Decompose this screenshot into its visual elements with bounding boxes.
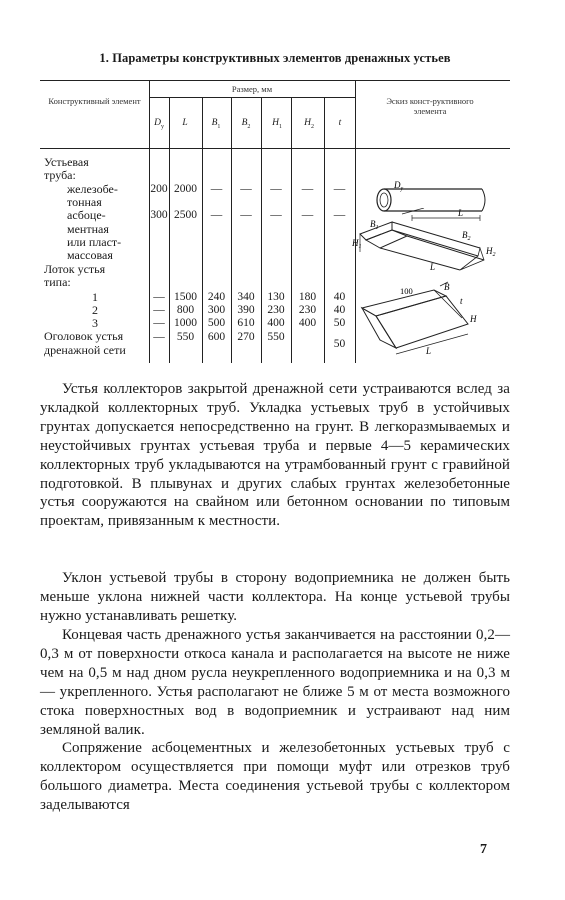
header-size-group: Размер, мм <box>231 84 273 94</box>
headwall-100-label: 100 <box>400 286 413 296</box>
element-line: труба: <box>44 168 76 182</box>
col-header-dy: $D_у$ <box>154 118 164 130</box>
element-line: 3 <box>92 316 98 330</box>
cell-l: 800 <box>176 304 195 316</box>
element-line: или пласт- <box>67 235 122 249</box>
cell-b1: — <box>210 183 223 195</box>
headwall-l-label: L <box>426 346 432 356</box>
element-line: 2 <box>92 303 98 317</box>
cell-t: 40 <box>333 291 346 303</box>
pipe-d-label: $D_у$ <box>394 180 404 192</box>
cell-b2: — <box>240 209 252 221</box>
col-header-h2: $H_2$ <box>304 118 314 130</box>
cell-b1: 600 <box>207 331 226 343</box>
cell-l: 1000 <box>174 317 197 329</box>
cell-dy: 200 <box>150 183 168 195</box>
element-line: ментная <box>67 222 109 236</box>
cell-h1: 400 <box>267 317 285 329</box>
element-line: асбоце- <box>67 208 106 222</box>
tray-l-label: L <box>430 262 436 272</box>
cell-h1: — <box>270 183 282 195</box>
cell-h2: 180 <box>298 291 317 303</box>
tray-h1-label: $H_1$ <box>352 238 362 250</box>
cell-b2: 340 <box>237 291 255 303</box>
tray-sketch <box>352 208 502 274</box>
cell-l: 2500 <box>174 209 197 221</box>
cell-b1: 500 <box>207 317 226 329</box>
element-line: железобе- <box>67 182 118 196</box>
headwall-sketch <box>356 278 486 358</box>
paragraph: Устья коллекторов закрытой дренажной сети устраиваются вслед за укладкой коллекторных труб. Укладка устьевых труб в устойчивых грунтах допускается непосредственно на грунт. В легкоразмываемых и неустойчивых грунтах устьевая труба и первые 4—5 керамических коллекторных труб укладываются на утрамбованный грунт с гравийной подготовкой. В плывунах и других слабых грунтах железобетонные устья сооружаются на свайном или бетонном основании по типовым проектам, привязанным к местности. <box>40 381 510 530</box>
cell-t: — <box>333 209 346 221</box>
cell-dy: — <box>153 304 165 316</box>
cell-l: 1500 <box>174 291 197 303</box>
headwall-b-label: B <box>444 282 450 292</box>
paragraph: Концевая часть дренажного устья заканчивается на расстоянии 0,2—0,3 м от поверхности откоса канала и располагается на высоте не ниже чем на 0,5 м над дном русла неукрепленного водоприемника и на 0,3 м — укрепленного. Устья располагают не ближе 5 м от места возможного стока поверхностных вод в водоприемник и устраивают над ним земляной валик. <box>40 627 510 738</box>
cell-h1: 230 <box>267 304 285 316</box>
tray-h2-label: $H_2$ <box>486 246 496 258</box>
col-header-h1: $H_1$ <box>272 118 282 130</box>
header-sketch: Эскиз конст-руктивного элемента <box>386 96 474 116</box>
header-element: Конструктивный элемент <box>48 96 141 106</box>
cell-l: 550 <box>176 331 195 343</box>
cell-dy: — <box>153 291 165 303</box>
cell-dy: — <box>153 317 165 329</box>
element-line: дренажной сети <box>44 343 126 357</box>
cell-l: 2000 <box>174 183 197 195</box>
table-top-rule <box>40 80 510 81</box>
cell-h1: 550 <box>267 331 285 343</box>
col-header-l: L <box>182 118 188 128</box>
paragraph: Уклон устьевой трубы в сторону водоприемника не должен быть меньше уклона нижней части коллектора. На конце устьевой трубы нужно устанавливать решетку. <box>40 570 510 624</box>
page-number: 7 <box>480 842 487 857</box>
cell-dy: 300 <box>150 209 168 221</box>
cell-b1: — <box>210 209 223 221</box>
paragraph: Сопряжение асбоцементных и железобетонных устьевых труб с коллектором осуществляется при помощи муфт или отрезков труб большого диаметра. Места соединения устьевой трубы с коллектором заделываются <box>40 740 510 813</box>
cell-b2: 390 <box>237 304 255 316</box>
col-header-t: t <box>338 118 342 128</box>
element-line: Лоток устья <box>44 262 106 276</box>
cell-h1: 130 <box>267 291 285 303</box>
cell-dy: — <box>153 331 165 343</box>
cell-t: — <box>333 183 346 195</box>
cell-t: 50 <box>333 338 346 350</box>
element-line: тонная <box>67 195 102 209</box>
cell-b2: 610 <box>237 317 255 329</box>
cell-h2: — <box>301 183 314 195</box>
cell-h2: — <box>301 209 314 221</box>
cell-h1: — <box>270 209 282 221</box>
col-header-b2: $B_2$ <box>241 118 251 130</box>
cell-t: 50 <box>333 317 346 329</box>
headwall-t-label: t <box>460 296 463 306</box>
tray-b1-label: $B_1$ <box>370 219 379 231</box>
element-line: Оголовок устья <box>44 329 124 343</box>
col-header-b1: $B_1$ <box>211 118 221 130</box>
cell-b1: 240 <box>207 291 226 303</box>
cell-h2: 400 <box>298 317 317 329</box>
cell-b1: 300 <box>207 304 226 316</box>
header-bottom-rule <box>40 148 510 149</box>
cell-b2: 270 <box>237 331 255 343</box>
element-line: массовая <box>67 248 113 262</box>
element-line: Устьевая <box>44 155 89 169</box>
tray-b2-label: $B_2$ <box>462 230 471 242</box>
cell-h2: 230 <box>298 304 317 316</box>
element-line: типа: <box>44 275 71 289</box>
table-title: 1. Параметры конструктивных элементов дренажных устьев <box>99 51 451 65</box>
cell-b2: — <box>240 183 252 195</box>
headwall-h-label: H <box>470 314 477 324</box>
pipe-l-label: L <box>458 208 464 218</box>
cell-t: 40 <box>333 304 346 316</box>
element-line: 1 <box>92 290 98 304</box>
